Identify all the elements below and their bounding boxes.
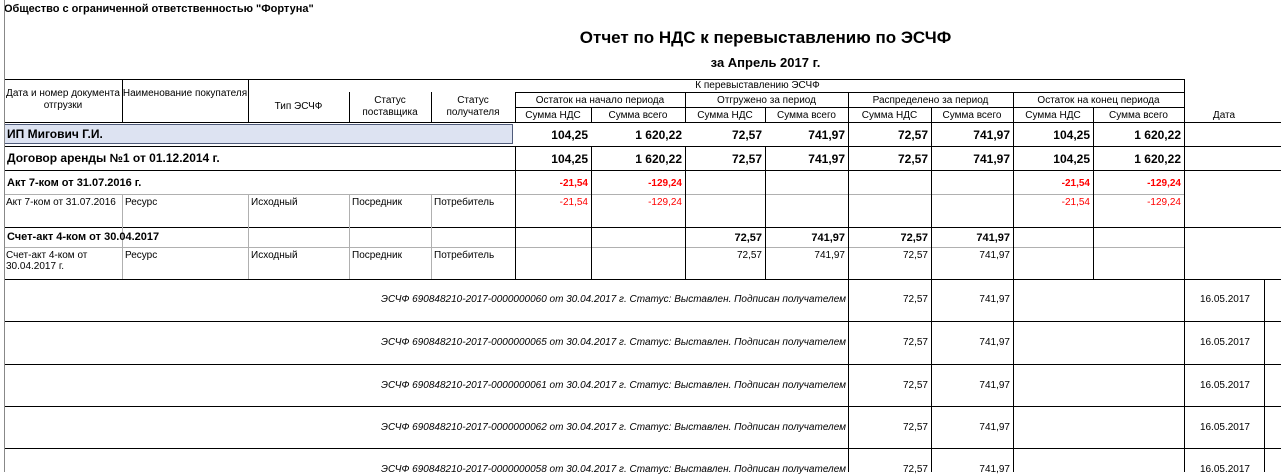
- row-divider: [4, 146, 1281, 147]
- supplier-status-cell: Посредник: [352, 250, 402, 261]
- esf-vat: 72,57: [902, 380, 928, 391]
- cell-value: 72,57: [736, 250, 762, 261]
- cell-value: 72,57: [897, 152, 928, 166]
- cell-value: 72,57: [902, 250, 928, 261]
- esf-description: ЭСЧФ 690848210-2017-0000000061 от 30.04.2017 г. Статус: Выставлен. Подписан получателем: [381, 380, 846, 391]
- esf-description: ЭСЧФ 690848210-2017-0000000058 от 30.04.2017 г. Статус: Выставлен. Подписан получателем: [381, 464, 846, 475]
- header-shipped: Отгружено за период: [717, 95, 816, 106]
- esf-total: 741,97: [979, 422, 1010, 433]
- cell-value: 741,97: [979, 250, 1010, 261]
- header-vat: Сумма НДС: [697, 110, 753, 121]
- row-divider: [4, 406, 1281, 407]
- esf-vat: 72,57: [902, 337, 928, 348]
- cell-value: -129,24: [648, 197, 682, 208]
- cell-value: 741,97: [973, 128, 1010, 142]
- esf-vat: 72,57: [902, 294, 928, 305]
- recipient-status-cell: Потребитель: [434, 250, 495, 261]
- type-cell: Исходный: [251, 197, 298, 208]
- esf-vat: 72,57: [902, 464, 928, 475]
- header-group-line: [515, 92, 1184, 93]
- cell-value: 1 620,22: [635, 152, 682, 166]
- cell-value: 72,57: [731, 128, 762, 142]
- header-type: Тип ЭСЧФ: [274, 101, 323, 112]
- esf-total: 741,97: [979, 294, 1010, 305]
- header-buyer: Наименование покупателя: [122, 88, 248, 99]
- esf-total: 741,97: [979, 337, 1010, 348]
- header-subgroup-line: [515, 107, 1184, 108]
- row-divider: [4, 321, 1281, 322]
- header-total: Сумма всего: [1109, 110, 1168, 121]
- cell-value: 104,25: [551, 152, 588, 166]
- header-divider: [122, 79, 123, 122]
- cell-value: 1 620,22: [1134, 128, 1181, 142]
- cell-value: 741,97: [814, 250, 845, 261]
- cell-value: -129,24: [1147, 197, 1181, 208]
- esf-date: 16.05.2017: [1199, 337, 1250, 348]
- esf-vat: 72,57: [902, 422, 928, 433]
- buyer-name: ИП Мигович Г.И.: [7, 127, 103, 141]
- header-bottom-line: [4, 122, 1281, 123]
- cell-value: 72,57: [734, 232, 762, 244]
- doc-cell: Счет-акт 4-ком от 30.04.2017 г.: [6, 250, 88, 272]
- cell-value: 741,97: [808, 128, 845, 142]
- header-group-title: К перевыставлению ЭСЧФ: [695, 80, 820, 91]
- cell-value: 72,57: [900, 232, 928, 244]
- header-start-balance: Остаток на начало периода: [535, 95, 665, 106]
- cell-value: 741,97: [973, 152, 1010, 166]
- header-vat: Сумма НДС: [525, 110, 581, 121]
- invoice-group-name: Счет-акт 4-ком от 30.04.2017: [7, 231, 160, 243]
- cell-value: -21,54: [559, 178, 588, 189]
- cell-value: 741,97: [976, 232, 1010, 244]
- header-supplier-status: Статус поставщика: [362, 95, 418, 118]
- left-border: [4, 0, 5, 472]
- cell-value: 72,57: [897, 128, 928, 142]
- cell-value: -129,24: [1147, 178, 1181, 189]
- header-vat: Сумма НДС: [1025, 110, 1081, 121]
- act-group-name: Акт 7-ком от 31.07.2016 г.: [7, 177, 142, 189]
- header-date: Дата: [1212, 110, 1236, 121]
- report-period: за Апрель 2017 г.: [710, 55, 821, 70]
- esf-date: 16.05.2017: [1199, 380, 1250, 391]
- cell-value: 104,25: [1053, 128, 1090, 142]
- supplier-status-cell: Посредник: [352, 197, 402, 208]
- doc-cell: Акт 7-ком от 31.07.2016: [6, 197, 116, 208]
- cell-value: -21,54: [559, 197, 588, 208]
- header-total: Сумма всего: [608, 110, 668, 121]
- cell-value: 104,25: [551, 128, 588, 142]
- esf-date: 16.05.2017: [1199, 464, 1250, 475]
- cell-value: -129,24: [648, 178, 682, 189]
- cell-value: 1 620,22: [1134, 152, 1181, 166]
- esf-date: 16.05.2017: [1199, 422, 1250, 433]
- header-vat: Сумма НДС: [861, 110, 918, 121]
- row-divider: [4, 448, 1281, 449]
- contract-name: Договор аренды №1 от 01.12.2014 г.: [7, 151, 220, 165]
- cell-value: -21,54: [1061, 197, 1090, 208]
- header-total: Сумма всего: [777, 110, 836, 121]
- row-divider: [4, 364, 1281, 365]
- row-divider: [4, 194, 1184, 195]
- buyer-cell: Ресурс: [125, 197, 158, 208]
- header-recipient-status: Статус получателя: [446, 95, 500, 118]
- col-divider: [1013, 122, 1014, 472]
- cell-value: 72,57: [731, 152, 762, 166]
- esf-description: ЭСЧФ 690848210-2017-0000000065 от 30.04.2017 г. Статус: Выставлен. Подписан получателем: [381, 337, 846, 348]
- cell-value: 741,97: [811, 232, 845, 244]
- row-divider: [4, 247, 1184, 248]
- row-divider: [4, 279, 1281, 280]
- organization-name: Общество с ограниченной ответственностью "Фортуна": [4, 3, 314, 15]
- esf-total: 741,97: [979, 380, 1010, 391]
- recipient-status-cell: Потребитель: [434, 197, 495, 208]
- type-cell: Исходный: [251, 250, 298, 261]
- report-title: Отчет по НДС к перевыставлению по ЭСЧФ: [579, 28, 952, 47]
- cell-value: -21,54: [1061, 178, 1090, 189]
- col-divider: [1264, 279, 1265, 472]
- cell-value: 741,97: [808, 152, 845, 166]
- cell-value: 104,25: [1053, 152, 1090, 166]
- row-divider: [4, 227, 1281, 228]
- header-end-balance: Остаток на конец периода: [1037, 95, 1160, 106]
- esf-date: 16.05.2017: [1199, 294, 1250, 305]
- header-doc: Дата и номер документа отгрузки: [6, 88, 120, 111]
- buyer-cell: Ресурс: [125, 250, 158, 261]
- esf-description: ЭСЧФ 690848210-2017-0000000062 от 30.04.2017 г. Статус: Выставлен. Подписан получателем: [381, 422, 846, 433]
- header-total: Сумма всего: [942, 110, 1002, 121]
- header-distributed: Распределено за период: [872, 95, 989, 106]
- row-divider: [4, 170, 1281, 171]
- cell-value: 1 620,22: [635, 128, 682, 142]
- esf-description: ЭСЧФ 690848210-2017-0000000060 от 30.04.2017 г. Статус: Выставлен. Подписан получателем: [381, 294, 846, 305]
- esf-total: 741,97: [979, 464, 1010, 475]
